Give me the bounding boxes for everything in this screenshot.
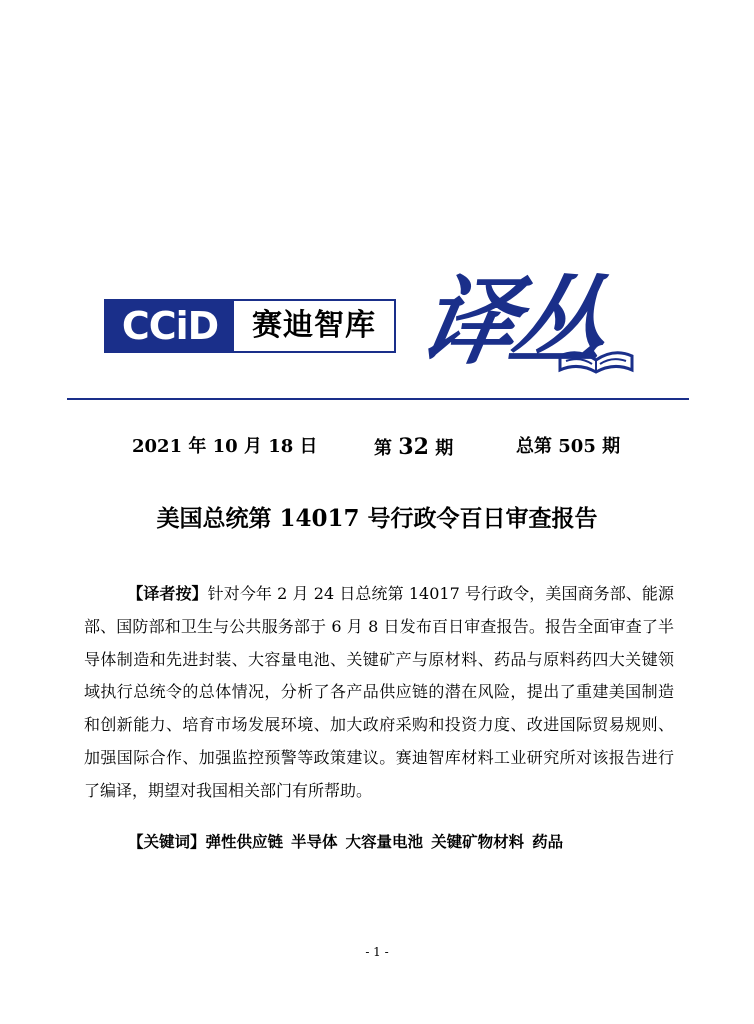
ccid-logo-mark: CCiD [106, 301, 234, 351]
ccid-logo [104, 299, 396, 353]
series-title: 译丛 [411, 265, 611, 378]
document-title: 美国总统第 14017 号行政令百日审查报告 [156, 505, 598, 532]
keyword: 药品 [532, 833, 564, 851]
issue-total: 总第 505 期 [516, 436, 621, 457]
translator-note-body: 针对今年 2 月 24 日总统第 14017 号行政令，美国商务部、能源部、国防部和卫生与公共服务部于 6 月 8 日发布百日审查报告。报告全面审查了半导体制造和先进封装、大容量电池、关键矿产与原材料、药品与原料药四大关键领域执行总统令的总体情况，分析了各产品供应链的潜在风险，提出了重建美国制造和创新能力、培育市场发展环境、加大政府采购和投资力度、改进国际贸易规则、加强国际合作、加强监控预警等政策建议。赛迪智库材料工业研究所对该报告进行了编译，期望对我国相关部门有所帮助。 [84, 584, 674, 800]
keyword: 关键矿物材料 [431, 833, 525, 851]
issue-number [374, 434, 453, 460]
keyword: 半导体 [291, 833, 338, 851]
issue-date: 2021 年 10 月 18 日 [132, 436, 318, 457]
issue-suffix: 期 [435, 438, 454, 459]
keywords [128, 828, 688, 856]
issue-number-value: 32 [398, 434, 429, 460]
brand-name: 赛迪智库 [252, 308, 376, 343]
keywords-label: 【关键词】 [128, 833, 206, 851]
header-rule [67, 398, 689, 400]
issue-prefix: 第 [374, 438, 392, 459]
keyword: 大容量电池 [345, 833, 424, 851]
keyword: 弹性供应链 [205, 833, 284, 851]
open-book-icon [556, 348, 636, 374]
translator-note-label: 【译者按】 [127, 584, 208, 603]
translator-note [84, 578, 674, 808]
page-number: - 1 - [365, 945, 389, 959]
